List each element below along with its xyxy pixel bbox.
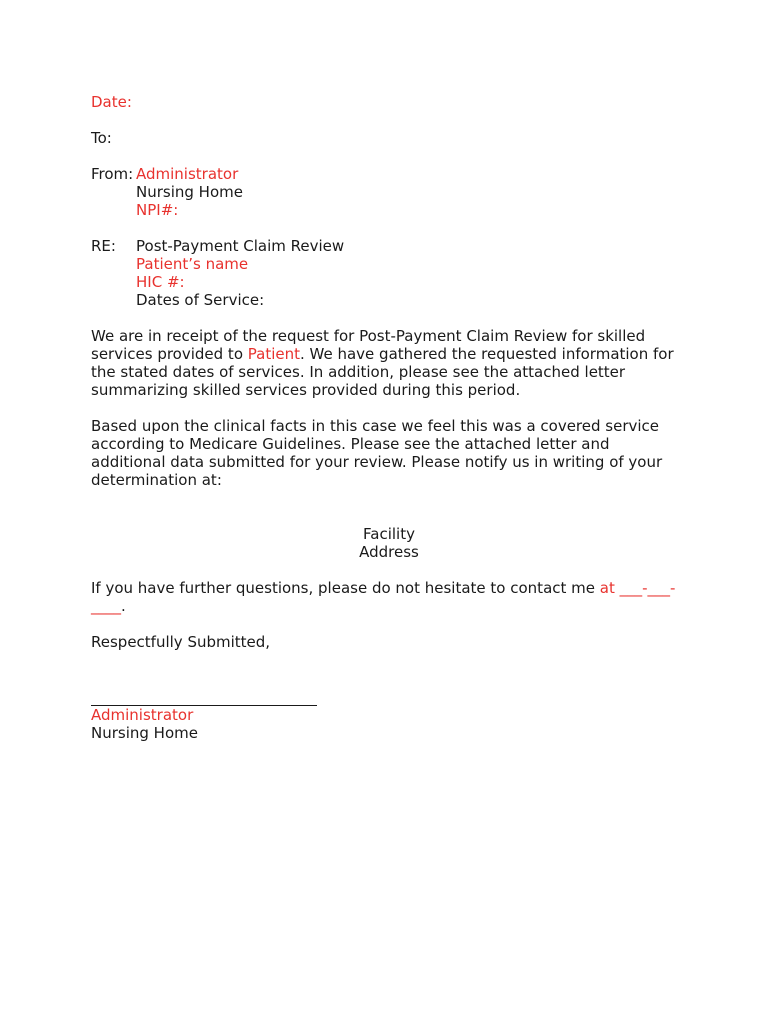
from-administrator: Administrator [136,165,239,183]
contact-line2-post: . [121,597,126,615]
to-label: To: [91,129,112,147]
facility-address: Address [359,543,419,561]
para1-line4: summarizing skilled services provided during this period. [91,381,521,399]
signer-name: Administrator [91,706,194,724]
para1-line2 [91,345,691,363]
para2-line2: according to Medicare Guidelines. Please see the attached letter and [91,435,610,453]
contact-line1 [91,579,691,597]
letter-page [91,93,691,742]
phone-placeholder-part1: at ___-___- [599,579,676,597]
phone-placeholder-part2: ____ [91,597,121,615]
re-label: RE: [91,237,116,255]
para1-line1: We are in receipt of the request for Post-Payment Claim Review for skilled [91,327,646,345]
para1-line3: the stated dates of services. In addition, please see the attached letter [91,363,626,381]
patient-placeholder: Patient [247,345,300,363]
para1-line2-post: . We have gathered the requested information for [300,345,674,363]
re-subject: Post-Payment Claim Review [136,237,345,255]
date-label: Date: [91,93,132,111]
contact-line2 [91,597,691,615]
re-patient-name: Patient’s name [136,255,249,273]
para2-line1: Based upon the clinical facts in this case we feel this was a covered service [91,417,660,435]
from-npi: NPI#: [136,201,179,219]
re-block [91,237,691,309]
from-label: From: [91,165,134,183]
re-dates-of-service: Dates of Service: [136,291,265,309]
signer-organization: Nursing Home [91,724,198,742]
salutation: Respectfully Submitted, [91,633,271,651]
facility-name: Facility [363,525,415,543]
para2-line4: determination at: [91,471,222,489]
from-block [91,165,691,219]
para1-line2-pre: services provided to [91,345,248,363]
from-nursing-home: Nursing Home [136,183,243,201]
facility-block [91,525,687,561]
re-hic: HIC #: [136,273,185,291]
paragraph-contact [91,579,691,615]
para2-line3: additional data submitted for your review. Please notify us in writing of your [91,453,663,471]
contact-line1-pre: If you have further questions, please do not hesitate to contact me [91,579,600,597]
paragraph-clinical-facts [91,417,691,489]
paragraph-receipt [91,327,691,399]
